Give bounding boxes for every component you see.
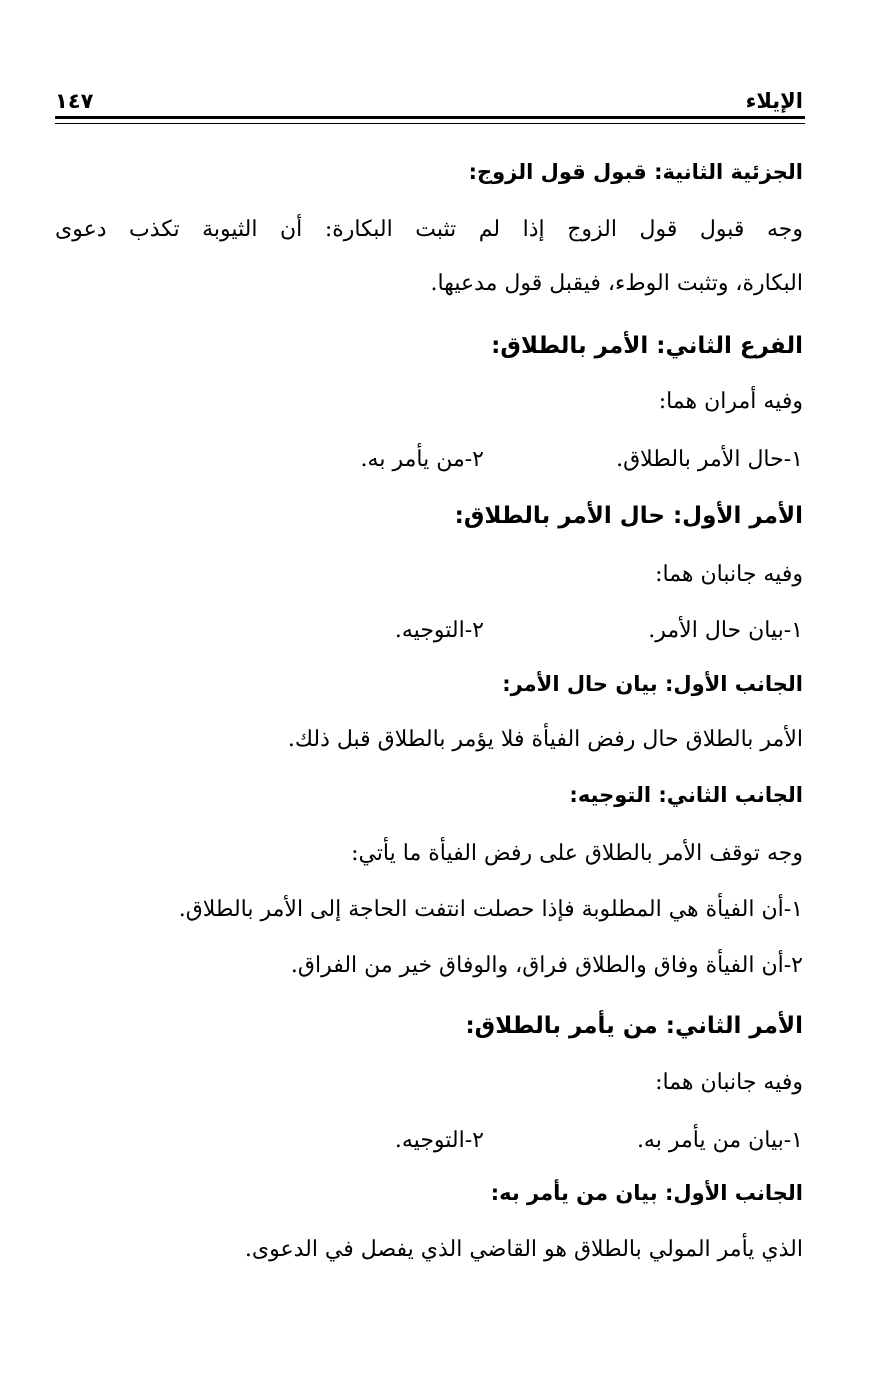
section-heading: الأمر الأول: حال الأمر بالطلاق: (454, 503, 803, 529)
header-rule-thin (55, 123, 805, 124)
paragraph-line: الأمر بالطلاق حال رفض الفيأة فلا يؤمر بالطلاق قبل ذلك. (287, 727, 803, 752)
list-item: ٢-التوجيه. (394, 1128, 484, 1153)
section-heading: الأمر الثاني: من يأمر بالطلاق: (465, 1013, 803, 1039)
list-item: ١-أن الفيأة هي المطلوبة فإذا حصلت انتفت الحاجة إلى الأمر بالطلاق. (178, 897, 803, 922)
subheading: الجانب الأول: بيان من يأمر به: (490, 1181, 803, 1205)
paragraph-line: البكارة، وتثبت الوطء، فيقبل قول مدعيها. (430, 271, 803, 296)
subheading-husband-claim: الجزئية الثانية: قبول قول الزوج: (468, 160, 803, 184)
list-item: ١-بيان حال الأمر. (648, 618, 803, 643)
subheading: الجانب الأول: بيان حال الأمر: (502, 672, 803, 696)
subheading: الجانب الثاني: التوجيه: (569, 783, 803, 807)
page-number: ١٤٧ (55, 89, 94, 113)
running-header-title: الإيلاء (745, 89, 803, 113)
paragraph-line: وفيه جانبان هما: (655, 562, 803, 587)
section-heading: الفرع الثاني: الأمر بالطلاق: (491, 333, 803, 359)
list-item: ١-بيان من يأمر به. (636, 1128, 803, 1153)
paragraph-line: وفيه أمران هما: (658, 389, 803, 414)
list-item: ١-حال الأمر بالطلاق. (616, 447, 803, 472)
paragraph-line: وجه توقف الأمر بالطلاق على رفض الفيأة ما يأتي: (351, 841, 803, 866)
paragraph-line: وفيه جانبان هما: (655, 1070, 803, 1095)
list-item: ٢-أن الفيأة وفاق والطلاق فراق، والوفاق خير من الفراق. (290, 953, 803, 978)
list-item: ٢-التوجيه. (394, 618, 484, 643)
paragraph-line: وجه قبول قول الزوج إذا لم تثبت البكارة: أن الثيوبة تكذب دعوى (55, 217, 803, 242)
list-item: ٢-من يأمر به. (360, 447, 484, 472)
paragraph-line: الذي يأمر المولي بالطلاق هو القاضي الذي يفصل في الدعوى. (244, 1237, 803, 1262)
header-rule-thick (55, 116, 805, 119)
